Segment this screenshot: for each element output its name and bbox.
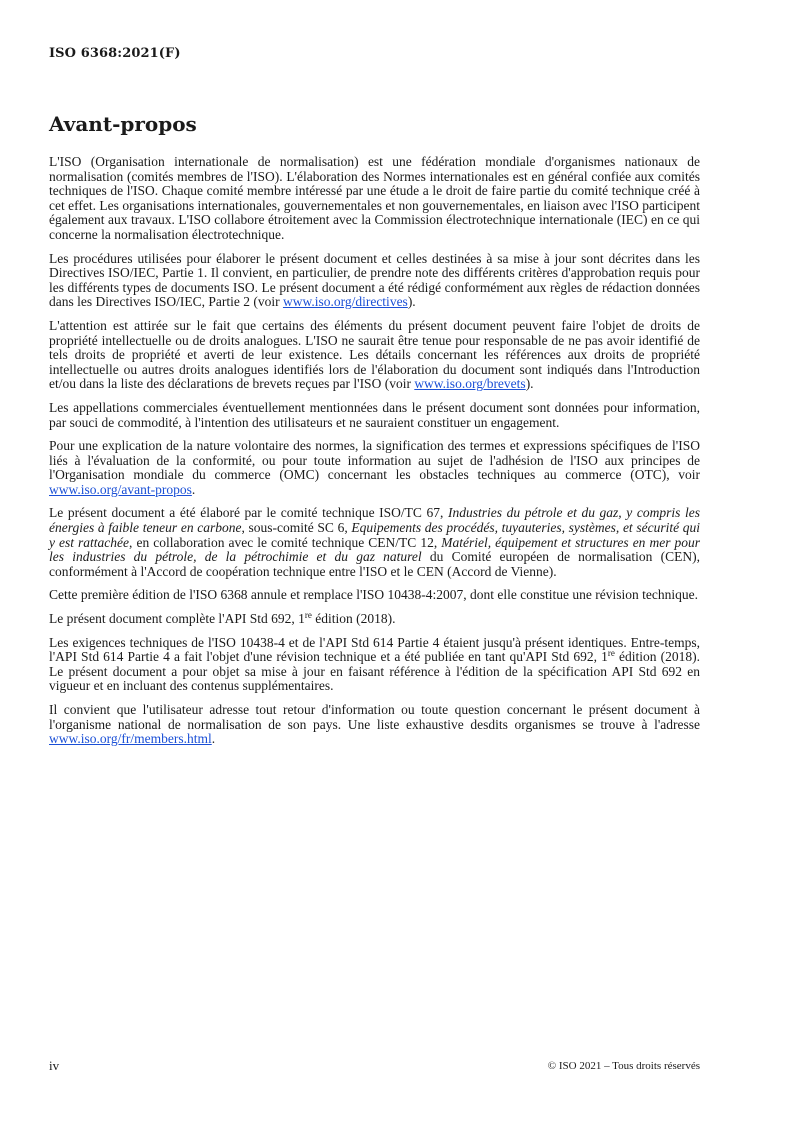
paragraph-text: L'attention est attirée sur le fait que certains des éléments du présent document peuvent faire l'objet de droits de propriété intellectuelle ou de droits analogues. L'ISO ne saurait être tenue pour responsable de ne pas avoir identifié de tels droits de propriété et averti de leur existence. Les détails concernant les références aux droits de propriété intellectuelle ou autres droits analogues identifiés lors de l'élaboration du document sont indiqués dans l'Introduction et/ou dans la liste des déclarations de brevets reçues par l'ISO (voir [49,317,700,392]
members-link[interactable]: www.iso.org/fr/members.html [49,731,212,747]
directives-link[interactable]: www.iso.org/directives [282,294,408,310]
paragraph-text: Le présent document complète l'API Std 692, 1 [49,611,305,627]
paragraph-text: , en collaboration avec le comité technique CEN/TC 12, [129,534,442,550]
paragraph-technical-requirements [49,636,700,694]
paragraph-text: Le présent document a été élaboré par le comité technique ISO/TC 67, [49,505,449,521]
paragraph-text: , sous-comité SC 6, [241,520,352,536]
paragraph-organisation: L'ISO (Organisation internationale de normalisation) est une fédération mondiale d'organismes nationaux de normalisation (comités membres de l'ISO). L'élaboration des Normes internationales est en général confiée aux comités techniques de l'ISO. Chaque comité membre intéressé par une étude a le droit de faire partie du comité technique créé à cet effet. Les organisations internationales, gouvernementales et non gouvernementales, en liaison avec l'ISO participent également aux travaux. L'ISO collabore étroitement avec la Commission électrotechnique internationale (IEC) en ce qui concerne la normalisation électrotechnique. [49,154,700,242]
foreword-link[interactable]: www.iso.org/avant-propos [49,481,192,497]
paragraph-text: Les procédures utilisées pour élaborer le présent document et celles destinées à sa mise à jour sont décrites dans les Directives ISO/IEC, Partie 1. Il convient, en particulier, de prendre note des différents critères d'approbation requis pour les différents types de documents ISO. Le présent document a été rédigé conformément aux règles de rédaction données dans les Directives ISO/IEC, Partie 2 (voir [49,250,700,310]
foreword-body [49,155,700,756]
paragraph-feedback [49,703,700,747]
paragraph-text: du Comité européen de normalisation (CEN), conformément à l'Accord de coopération technique entre l'ISO et le CEN (Accord de Vienne). [49,549,700,579]
paragraph-text: Pour une explication de la nature volontaire des normes, la signification des termes et expressions spécifiques de l'ISO liés à l'évaluation de la conformité, ou pour toute information au sujet de l'adhésion de l'ISO aux principes de l'Organisation mondiale du commerce (OMC) concernant les obstacles techniques au commerce (OTC), voir [49,438,700,483]
paragraph-text: . [191,481,196,497]
committee-name-tc67: Industries du pétrole et du gaz, y compris les énergies à faible teneur en carbone [49,505,700,536]
paragraph-text: ). [525,376,534,392]
paragraph-committee [49,506,700,579]
superscript: re [304,610,312,621]
paragraph-text: ). [407,294,416,310]
paragraph-text: Il convient que l'utilisateur adresse tout retour d'information ou toute question concernant le présent document à l'organisme national de normalisation de son pays. Une liste exhaustive desdits organismes se trouve à l'adresse [49,702,700,732]
page-number: iv [49,1058,60,1073]
copyright-notice: © ISO 2021 – Tous droits réservés [547,1060,700,1072]
subcommittee-name-sc6: Equipements des procédés, tuyauteries, systèmes, et sécurité qui y est rattachée [49,520,700,550]
committee-name-cen-tc12: Matériel, équipement et structures en mer pour les industries du pétrole, de la pétrochimie et du gaz naturel [49,534,700,565]
paragraph-patents [49,319,700,392]
document-id: ISO 6368:2021(F) [49,46,181,61]
page-title: Avant-propos [49,112,197,136]
paragraph-text: . [211,731,216,747]
paragraph-api-complement [49,612,700,627]
paragraph-text: édition (2018). Le présent document a pour objet sa mise à jour en faisant référence à l'édition de la spécification API Std 692 en vigueur et en incluant des contenus supplémentaires. [49,649,700,694]
paragraph-edition: Cette première édition de l'ISO 6368 annule et remplace l'ISO 10438-4:2007, dont elle constitue une révision technique. [49,587,698,603]
paragraph-procedures [49,252,700,310]
paragraph-text: Les exigences techniques de l'ISO 10438-4 et de l'API Std 614 Partie 4 étaient jusqu'à présent identiques. Entre-temps, l'API Std 614 Partie 4 a fait l'objet d'une révision technique et a été publiée en tant qu'API Std 692, 1 [49,634,700,665]
paragraph-trade-names: Les appellations commerciales éventuellement mentionnées dans le présent document sont données pour information, par souci de commodité, à l'intention des utilisateurs et ne sauraient constituer un engagement. [49,399,700,430]
paragraph-text: édition (2018). [311,611,396,627]
patents-link[interactable]: www.iso.org/brevets [414,376,526,392]
superscript: re [607,648,615,659]
paragraph-voluntary-nature [49,439,700,497]
